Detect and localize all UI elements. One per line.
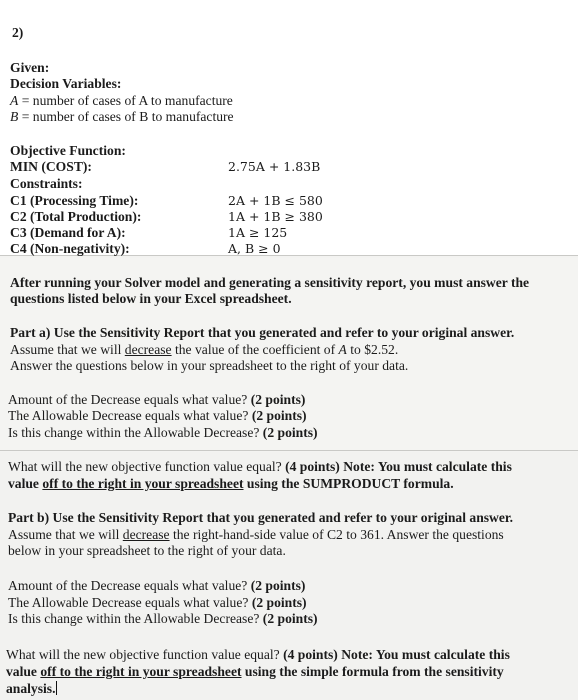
text-cursor — [56, 681, 57, 695]
constraints-heading: Constraints: — [10, 176, 83, 191]
part-b-new-objective: value off to the right in your spreadsheet using the simple formula from the sensitivity — [6, 664, 504, 679]
part-a-question: Amount of the Decrease equals what value? (2 points) — [8, 392, 306, 407]
constraint-expression: 1A + 1B ≥ 380 — [228, 209, 323, 224]
variable-b-symbol: B — [10, 109, 19, 124]
part-b-question: The Allowable Decrease equals what value? (2 points) — [8, 595, 307, 610]
variable-a-definition — [10, 93, 233, 109]
constraint-label: C3 (Demand for A): — [10, 225, 126, 240]
part-a-new-objective: value off to the right in your spreadsheet using the SUMPRODUCT formula. — [8, 476, 454, 491]
objective-heading: Objective Function: — [10, 143, 126, 158]
divider — [0, 450, 578, 451]
part-a-new-objective: What will the new objective function value equal? (4 points) Note: You must calculate this — [8, 459, 512, 474]
part-b-line: Part b) Use the Sensitivity Report that you generated and refer to your original answer. — [8, 510, 514, 525]
constraint-label: C4 (Non-negativity): — [10, 241, 130, 256]
part-b-new-objective[interactable]: analysis. — [6, 681, 56, 696]
part-a-line: Part a) Use the Sensitivity Report that you generated and refer to your original answer. — [10, 325, 515, 340]
intro-line: questions listed below in your Excel spreadsheet. — [10, 291, 292, 306]
constraint-expression: A, B ≥ 0 — [228, 241, 281, 256]
objective-expression: 2.75A + 1.83B — [228, 159, 321, 174]
part-b-question: Amount of the Decrease equals what value? (2 points) — [8, 578, 306, 593]
constraint-label: C2 (Total Production): — [10, 209, 142, 224]
part-b-new-objective: What will the new objective function value equal? (4 points) Note: You must calculate this — [6, 647, 510, 662]
min-cost-label: MIN (COST): — [10, 159, 92, 174]
decision-variables-heading: Decision Variables: — [10, 76, 122, 91]
part-a-line: Assume that we will decrease the value of the coefficient of A to $2.52. — [10, 342, 399, 357]
problem-number: 2) — [12, 25, 24, 40]
variable-b-text: = number of cases of B to manufacture — [18, 109, 234, 124]
part-b-line: Assume that we will decrease the right-hand-side value of C2 to 361. Answer the questions — [8, 527, 504, 542]
constraint-expression: 2A + 1B ≤ 580 — [228, 193, 323, 208]
constraint-expression: 1A ≥ 125 — [228, 225, 288, 240]
variable-b-definition — [10, 109, 234, 125]
given-heading: Given: — [10, 60, 50, 75]
part-b-line: below in your spreadsheet to the right of your data. — [8, 543, 286, 558]
variable-a-symbol: A — [10, 93, 19, 108]
intro-line: After running your Solver model and generating a sensitivity report, you must answer the — [10, 275, 530, 290]
part-a-line: Answer the questions below in your spreadsheet to the right of your data. — [10, 358, 409, 373]
part-a-question: Is this change within the Allowable Decrease? (2 points) — [8, 425, 318, 440]
variable-a-text: = number of cases of A to manufacture — [18, 93, 233, 108]
constraint-label: C1 (Processing Time): — [10, 193, 139, 208]
part-a-question: The Allowable Decrease equals what value? (2 points) — [8, 408, 307, 423]
part-b-question: Is this change within the Allowable Decrease? (2 points) — [8, 611, 318, 626]
